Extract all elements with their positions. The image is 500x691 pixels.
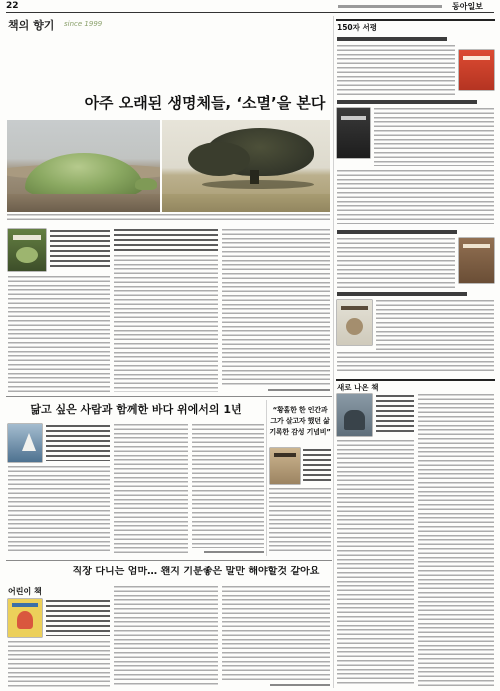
second-body-col-3	[192, 424, 264, 548]
column-divider	[333, 16, 334, 688]
reviews-header-rule	[336, 19, 495, 21]
second-body-col-2	[114, 424, 188, 554]
issue-date-line	[338, 5, 442, 8]
sidebar-book-info	[303, 449, 331, 483]
second-book-cover	[8, 424, 42, 462]
cover-figure	[17, 611, 33, 629]
children-book-info	[46, 600, 110, 636]
children-body-col-3	[222, 586, 330, 680]
masthead-rule	[6, 12, 494, 13]
lead-bottom-rule	[6, 396, 332, 397]
second-body-col-1	[8, 466, 110, 554]
cover-title-band	[341, 306, 368, 310]
second-byline	[204, 551, 264, 553]
section-title: 책의 향기	[8, 19, 55, 32]
children-book-cover	[8, 599, 42, 637]
tree-canopy-left	[188, 142, 250, 176]
second-headline: 닮고 싶은 사람과 함께한 바다 위에서의 1년	[30, 403, 242, 416]
cover-art	[346, 318, 363, 335]
cover-sail	[22, 433, 36, 451]
cover-title-band	[274, 453, 296, 457]
children-byline	[270, 684, 330, 686]
lead-body-col-1	[8, 276, 110, 392]
new-books-col-1	[337, 440, 414, 686]
sidebar-body	[269, 488, 331, 554]
review-3-cover	[459, 238, 494, 283]
new-books-header-rule	[336, 379, 495, 381]
second-bottom-rule	[6, 560, 332, 561]
rocky-ground	[7, 194, 160, 212]
cover-art	[16, 247, 38, 263]
sidebar-headline-line-2: 그가 살고자 했던 삶	[270, 417, 330, 425]
page-number: 22	[6, 1, 19, 11]
children-body-col-2	[114, 586, 218, 687]
cover-title-band	[13, 235, 41, 240]
review-1-cover	[459, 50, 494, 90]
green-mound	[25, 153, 143, 199]
lead-body-col-2	[114, 255, 218, 392]
lead-body-col-3	[222, 229, 330, 386]
section-since: since 1999	[64, 20, 103, 28]
paper-name: 동아일보	[452, 2, 483, 11]
new-book-cover	[337, 394, 372, 436]
review-3-body	[337, 238, 455, 288]
children-body-col-1	[8, 641, 110, 687]
review-2-body-top	[374, 108, 494, 166]
sidebar-book-cover	[270, 448, 300, 484]
review-4-cover	[337, 300, 372, 345]
lead-headline: 아주 오래된 생명체들, ‘소멸’을 본다	[84, 94, 326, 112]
children-headline: 직장 다니는 엄마… 왠지 기분좋은 말만 해야할것 같아요	[72, 566, 320, 577]
review-2-cover	[337, 108, 370, 158]
review-4-body-top	[376, 300, 494, 350]
cover-figures	[344, 410, 365, 430]
tree-shadow	[202, 180, 314, 189]
new-book-info	[376, 395, 414, 435]
sidebar-divider	[266, 400, 267, 556]
review-1-heading	[337, 37, 447, 41]
lead-book-info	[50, 230, 110, 270]
cover-title-band	[341, 116, 366, 120]
moss-mound-photo	[7, 120, 160, 212]
sidebar-headline-line-3: 기록한 감성 기념비”	[269, 428, 331, 436]
children-kicker: 어린이 책	[8, 587, 42, 596]
lead-byline	[268, 389, 330, 391]
photo-caption	[7, 214, 330, 223]
sidebar-headline-line-1: “황홀한 한 인간과	[272, 406, 328, 414]
review-4-heading	[337, 292, 467, 296]
review-2-body-bottom	[337, 170, 494, 224]
review-2-heading	[337, 100, 477, 104]
cover-title-band	[463, 56, 490, 60]
lead-subhead	[114, 229, 218, 251]
review-4-body-bottom	[337, 352, 494, 374]
cover-title-band	[463, 244, 490, 248]
review-1-body	[337, 45, 455, 95]
cover-title-band	[12, 603, 38, 607]
small-mound	[135, 178, 157, 190]
reviews-header: 150자 서평	[337, 23, 378, 32]
review-3-heading	[337, 230, 457, 234]
grass-field	[162, 194, 330, 212]
lead-book-cover	[8, 229, 46, 271]
new-books-header: 새로 나온 책	[337, 383, 379, 392]
second-book-info	[46, 425, 110, 461]
ancient-tree-photo	[162, 120, 330, 212]
new-books-col-2	[418, 394, 494, 686]
